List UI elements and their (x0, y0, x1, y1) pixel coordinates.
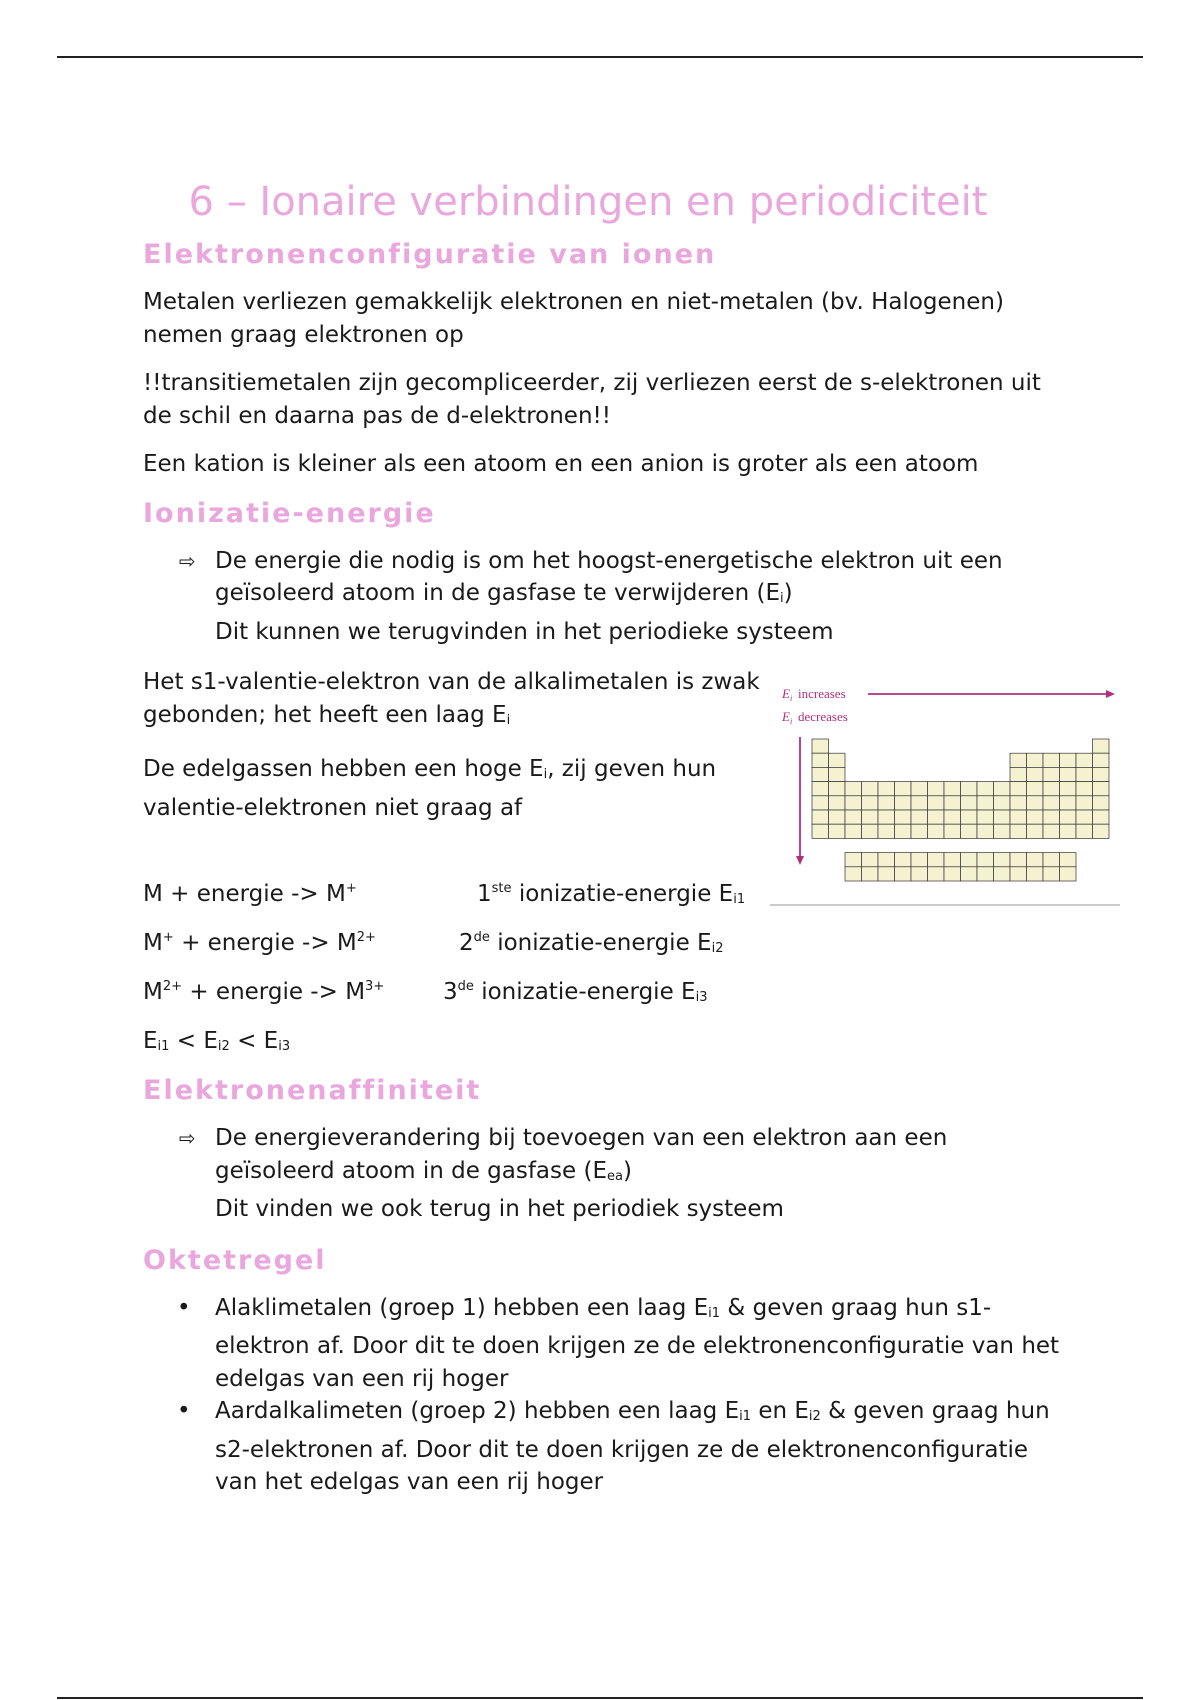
element-cell (878, 824, 895, 838)
diagram-label-decreases: decreases (798, 709, 848, 724)
element-cell (1010, 796, 1027, 810)
element-cell (1027, 824, 1044, 838)
element-cell (911, 867, 928, 881)
element-cell (928, 853, 945, 867)
element-cell (895, 824, 912, 838)
element-cell (944, 796, 961, 810)
element-cell (1093, 796, 1110, 810)
element-cell (961, 782, 978, 796)
element-cell (1010, 824, 1027, 838)
diagram-label-e: E (782, 686, 790, 701)
element-cell (895, 796, 912, 810)
element-cell (878, 796, 895, 810)
section-heading-octet-rule: Oktetregel (143, 1244, 327, 1276)
element-cell (812, 796, 829, 810)
element-cell (845, 810, 862, 824)
element-cell (1076, 824, 1093, 838)
element-cell (829, 767, 846, 781)
element-cell (1060, 867, 1077, 881)
element-cell (1010, 810, 1027, 824)
element-cell (1027, 853, 1044, 867)
element-cell (977, 824, 994, 838)
element-cell (1093, 753, 1110, 767)
element-cell (878, 867, 895, 881)
element-cell (961, 853, 978, 867)
inequality-row: $E_{i1} < E_{i2} < E_{i3}$ (143, 1028, 291, 1054)
element-cell (977, 853, 994, 867)
footer-rule (57, 1697, 1143, 1699)
element-cell (911, 824, 928, 838)
element-cell (845, 867, 862, 881)
equation-row: $M^{2+}$ + energie -> $M^{3+}$ 3de ionizatie-energie $E_{i3}$ (143, 979, 708, 1005)
element-cell (994, 782, 1011, 796)
dot-bullet-icon: • (177, 1294, 191, 1321)
element-cell (944, 782, 961, 796)
element-cell (1060, 796, 1077, 810)
paragraph: Het s1-valentie-elektron van de alkalimetalen is zwak gebonden; het heeft een laag $E_i$ (143, 669, 760, 728)
element-cell (1043, 824, 1060, 838)
element-cell (961, 810, 978, 824)
element-cell (1060, 810, 1077, 824)
element-cell (862, 796, 879, 810)
list-item: ⇨ De energieverandering bij toevoegen van een elektron aan een geïsoleerd atoom in de gasfase $(E_{ea})$ Dit vinden we ook terug in het periodiek systeem (215, 1122, 1063, 1226)
equation-row: M + energie -> M+ 1ste ionizatie-energie $E_{i1}$ (143, 881, 746, 907)
element-cell (862, 824, 879, 838)
element-cell (1076, 753, 1093, 767)
element-cell (928, 782, 945, 796)
element-cell (1043, 782, 1060, 796)
element-cell (994, 796, 1011, 810)
element-cell (862, 867, 879, 881)
element-cell (812, 824, 829, 838)
element-cell (928, 867, 945, 881)
element-cell (1093, 739, 1110, 753)
element-cell (862, 853, 879, 867)
element-cell (878, 810, 895, 824)
element-cell (994, 867, 1011, 881)
element-cell (895, 810, 912, 824)
svg-text:Ei: $E_i$ (782, 709, 793, 726)
element-cell (977, 796, 994, 810)
arrow-list (143, 1122, 1063, 1226)
element-cell (944, 853, 961, 867)
element-cell (812, 753, 829, 767)
element-cell (1043, 753, 1060, 767)
element-cell (1010, 853, 1027, 867)
element-cell (1093, 810, 1110, 824)
element-cell (862, 810, 879, 824)
element-cell (812, 810, 829, 824)
element-cell (1043, 810, 1060, 824)
element-cell (1060, 782, 1077, 796)
element-cell (1043, 767, 1060, 781)
element-cell (944, 824, 961, 838)
element-cell (895, 867, 912, 881)
element-cell (812, 782, 829, 796)
element-cell (1027, 867, 1044, 881)
element-cell (977, 810, 994, 824)
element-cell (812, 739, 829, 753)
section-heading-electron-affinity: Elektronenaffiniteit (143, 1075, 482, 1106)
element-cell (994, 824, 1011, 838)
element-cell (944, 810, 961, 824)
element-cell (1076, 796, 1093, 810)
svg-text:Ei: $E_i$ (782, 686, 793, 703)
element-cell (845, 824, 862, 838)
list-item: • Alaklimetalen (groep 1) hebben een laag $E_{i1}$ & geven graag hun s1-elektron af. Door dit te doen krijgen ze de elektronenconfiguratie van het edelgas van een rij hoger (215, 1292, 1063, 1396)
header-rule (57, 56, 1143, 58)
element-cell (1010, 767, 1027, 781)
element-cell (1043, 867, 1060, 881)
section-heading-electron-config: Elektronenconfiguratie van ionen (143, 239, 717, 270)
element-cell (1093, 767, 1110, 781)
element-cell (911, 782, 928, 796)
arrow-list (143, 545, 1063, 649)
paragraph: Metalen verliezen gemakkelijk elektronen en niet-metalen (bv. Halogenen) nemen graag elektronen op (143, 289, 1004, 348)
element-cell (829, 782, 846, 796)
paragraph: Een kation is kleiner als een atoom en een anion is groter als een atoom (143, 451, 979, 477)
element-cell (1060, 753, 1077, 767)
element-cell (1093, 824, 1110, 838)
element-cell (1010, 782, 1027, 796)
page-title: 6 – Ionaire verbindingen en periodiciteit (188, 179, 988, 225)
equation-row: M+ + energie -> $M^{2+}$ 2de ionizatie-energie $E_{i2}$ (143, 930, 724, 956)
element-cell (1027, 753, 1044, 767)
periodic-table-ionization-diagram (770, 683, 1120, 913)
element-cell (977, 782, 994, 796)
element-cell (1076, 767, 1093, 781)
element-cell (928, 796, 945, 810)
element-cell (862, 782, 879, 796)
element-cell (1027, 796, 1044, 810)
element-cell (994, 810, 1011, 824)
arrow-head-icon (796, 856, 804, 865)
element-cell (1027, 767, 1044, 781)
element-cell (878, 782, 895, 796)
element-cell (911, 853, 928, 867)
list-item: • Aardalkalimeten (groep 2) hebben een laag $E_{i1}$ en $E_{i2}$ & geven graag hun s2-elektronen af. Door dit te doen krijgen ze de elektronenconfiguratie van het edelgas van een rij hoger (215, 1395, 1063, 1499)
element-cell (1043, 796, 1060, 810)
arrow-bullet-icon: ⇨ (179, 1126, 196, 1150)
paragraph: !!transitiemetalen zijn gecompliceerder, zij verliezen eerst de s-elektronen uit de schil en daarna pas de d-elektronen!! (143, 370, 1041, 429)
element-cell (1060, 767, 1077, 781)
element-cell (1027, 782, 1044, 796)
element-cell (1010, 753, 1027, 767)
element-cell (1060, 824, 1077, 838)
list-item: ⇨ De energie die nodig is om het hoogst-energetische elektron uit een geïsoleerd atoom in de gasfase te verwijderen $(E_i)$ Dit kunnen we terugvinden in het periodieke systeem (215, 545, 1063, 649)
element-cell (928, 824, 945, 838)
arrow-bullet-icon: ⇨ (179, 548, 196, 573)
element-cell (1060, 853, 1077, 867)
element-cell (1027, 810, 1044, 824)
element-cell (977, 867, 994, 881)
element-cell (1076, 810, 1093, 824)
element-cell (1043, 853, 1060, 867)
element-cell (829, 824, 846, 838)
element-cell (829, 753, 846, 767)
element-cell (961, 824, 978, 838)
element-cell (829, 810, 846, 824)
bullet-list (143, 1292, 1063, 1499)
periodic-table-grid (812, 739, 1109, 881)
element-cell (845, 796, 862, 810)
paragraph: De edelgassen hebben een hoge $E_i$, zij geven hun valentie-elektronen niet graag af (143, 756, 717, 821)
element-cell (1076, 782, 1093, 796)
element-cell (961, 796, 978, 810)
element-cell (994, 853, 1011, 867)
dot-bullet-icon: • (177, 1398, 191, 1424)
section-heading-ionization: Ionizatie-energie (143, 497, 436, 529)
element-cell (961, 867, 978, 881)
element-cell (812, 767, 829, 781)
element-cell (895, 782, 912, 796)
element-cell (845, 782, 862, 796)
arrow-head-icon (1106, 690, 1115, 698)
element-cell (1010, 867, 1027, 881)
element-cell (911, 810, 928, 824)
element-cell (829, 796, 846, 810)
element-cell (911, 796, 928, 810)
element-cell (845, 853, 862, 867)
element-cell (878, 853, 895, 867)
diagram-label-increases: increases (798, 686, 846, 701)
element-cell (928, 810, 945, 824)
element-cell (1093, 782, 1110, 796)
element-cell (944, 867, 961, 881)
element-cell (895, 853, 912, 867)
